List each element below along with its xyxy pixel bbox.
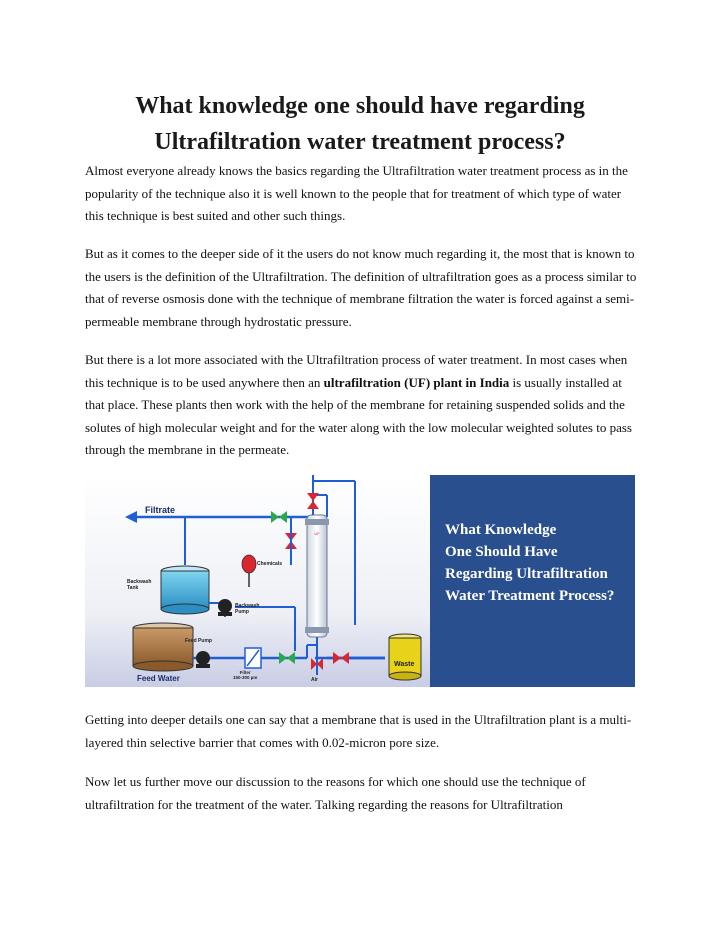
label-filter: Filter 150-300 µm [233, 670, 258, 680]
label-chemicals: Chemicals [257, 561, 283, 567]
label-feed-pump: Feed Pump [185, 638, 212, 644]
label-feed-water: Feed Water [137, 674, 180, 683]
banner-line-2: One Should Have [445, 544, 558, 560]
backwash-pump-icon [218, 599, 232, 616]
paragraph-1: Almost everyone already knows the basics regarding the Ultrafiltration water treatment process as in the popularity of the technique also it is well known to the people that for treatment of which type of water this technique is best suited and other such things. [85, 163, 628, 223]
banner-line-4: Water Treatment Process? [445, 588, 615, 604]
title-line-1: What knowledge one should have regarding [135, 93, 585, 119]
paragraph-3-text-a: But there is a lot more associated with the Ultrafiltration process of water treatment. In most cases when this technique is to be used anywhere then an [85, 352, 628, 390]
backwash-tank [161, 566, 209, 614]
label-filtrate: Filtrate [145, 505, 176, 515]
prefilter-icon [245, 648, 261, 668]
paragraph-3 [85, 349, 640, 462]
label-backwash-pump: Backwash Pump [235, 603, 260, 615]
feed-water-tank [133, 623, 193, 671]
uf-membrane-module [305, 515, 329, 637]
banner-line-3: Regarding Ultrafiltration [445, 566, 608, 582]
banner-text [445, 519, 635, 607]
uf-plant-link-text: ultrafiltration (UF) plant in India [323, 374, 510, 390]
label-waste: Waste [394, 661, 415, 668]
title-line-2: Ultrafiltration water treatment process? [154, 129, 566, 155]
feed-pump-icon [196, 651, 210, 668]
paragraph-5: Now let us further move our discussion to the reasons for which one should use the technique of ultrafiltration for the treatment of the water. Talking regarding the reasons for Ultrafiltration [85, 774, 586, 812]
uf-process-figure [85, 475, 635, 687]
paragraph-3-text-b: is usually installed at that place. These plants then work with the help of the membrane for retaining suspended solids and the solutes of high molecular weight and for the water along with the low molecular weighted solutes to pass through the membrane in the permeate. [85, 374, 632, 457]
page-title [60, 88, 660, 160]
svg-text:UF: UF [314, 531, 320, 536]
paragraph-4: Getting into deeper details one can say that a membrane that is used in the Ultrafiltration plant is a multi-layered thin selective barrier that comes with 0.02-micron pore size. [85, 712, 632, 750]
label-backwash-tank: Backwash Tank [127, 579, 152, 591]
label-air: Air [311, 677, 318, 683]
banner-line-1: What Knowledge [445, 522, 557, 538]
paragraph-2: But as it comes to the deeper side of it the users do not know much regarding it, the most that is known to the users is the definition of the Ultrafiltration. The definition of ultrafiltration goes as a process similar to that of reverse osmosis done with the technique of membrane filtration the water is forced against a semi-permeable membrane through hydrostatic pressure. [85, 246, 637, 329]
